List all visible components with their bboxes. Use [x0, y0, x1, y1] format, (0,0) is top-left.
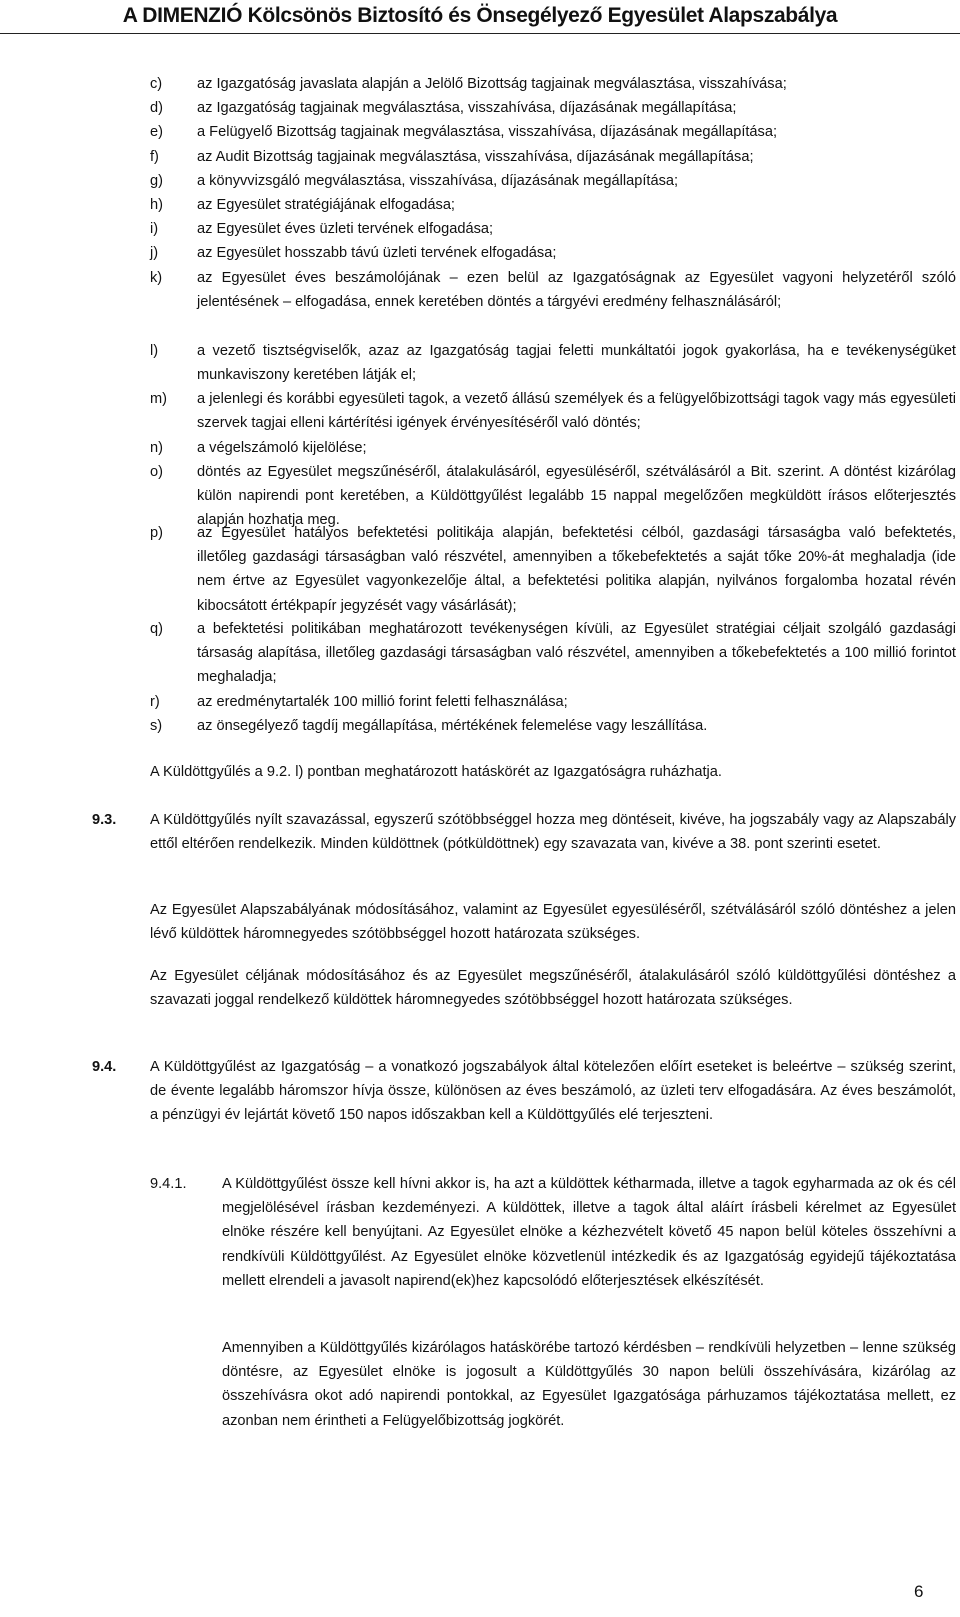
list-item: [150, 690, 956, 714]
list-item: [150, 120, 956, 144]
list-item: [150, 145, 956, 169]
list-item-text: a Felügyelő Bizottság tagjainak megválasztása, visszahívása, díjazásának megállapítása;: [197, 124, 778, 140]
list-item-label: s): [150, 718, 163, 734]
list-item-label: r): [150, 694, 160, 710]
list-item: [150, 266, 956, 314]
list-item-text: az Igazgatóság tagjainak megválasztása, visszahívása, díjazásának megállapítása;: [197, 100, 737, 116]
section-9-3-paragraph: Az Egyesület céljának módosításához és az Egyesület megszűnéséről, átalakulásáról szóló küldöttgyűlési döntéshez a szavazati joggal rendelkező küldöttek háromnegyedes szótöbbséggel hozott határozata szükséges.: [150, 968, 956, 1009]
list-item: [150, 339, 956, 387]
list-item-label: p): [150, 525, 163, 541]
list-item-text: az Egyesület éves beszámolójának – ezen belül az Igazgatóságnak az Egyesület vagyoni helyzetéről szóló jelentésének – elfogadása, ennek keretében döntés a tárgyévi eredmény felhasználásáról;: [197, 270, 956, 311]
delegation-paragraph: A Küldöttgyűlés a 9.2. l) pontban meghatározott hatáskörét az Igazgatóságra ruházhatja.: [150, 764, 722, 780]
page-header: [0, 0, 960, 34]
list-item: [150, 617, 956, 690]
list-item-text: döntés az Egyesület megszűnéséről, átalakulásáról, egyesüléséről, szétválásáról a Bit. szerint. A döntést kizárólag külön napirendi pont keretében, a Küldöttgyűlést legalább 15 nappal megelőzően megküldött írásos előterjesztés alapján hozhatja meg.: [197, 464, 956, 529]
list-item-label: f): [150, 149, 159, 165]
list-item-label: o): [150, 464, 163, 480]
list-item: [150, 521, 956, 618]
list-item-text: az eredménytartalék 100 millió forint feletti felhasználása;: [197, 694, 568, 710]
list-item-text: az Egyesület hatályos befektetési politikája alapján, befektetési célból, gazdasági társaságba való befektetés, illetőleg gazdasági társaságban való részvétel, amennyiben a tőkebefektetés a saját tőke 20%-át meghaladja (ide nem értve az Egyesület vagyonkezelője által, a befektetési politika alapján, nyilvános forgalomba hozatal révén kibocsátott értékpapír jegyzését vagy vásárlását);: [197, 525, 956, 614]
document-title: A DIMENZIÓ Kölcsönös Biztosító és Önsegélyező Egyesület Alapszabálya: [122, 4, 838, 27]
list-item-label: j): [150, 245, 159, 261]
list-item-text: a jelenlegi és korábbi egyesületi tagok, a vezető állású személyek és a felügyelőbizottsági tagok vagy más egyesületi szervek tagjai elleni kártérítési igények érvényesítéséről való döntés;: [197, 391, 956, 432]
list-item-label: i): [150, 221, 159, 237]
subsection-number-9-4-1: 9.4.1.: [150, 1176, 187, 1192]
list-item-label: d): [150, 100, 163, 116]
list-item: [150, 436, 956, 460]
list-item: [150, 96, 956, 120]
list-item-text: az önsegélyező tagdíj megállapítása, mértékének felemelése vagy leszállítása.: [197, 718, 708, 734]
list-item: [150, 72, 956, 96]
section-number-9-4: 9.4.: [92, 1059, 117, 1075]
list-item: [150, 217, 956, 241]
section-9-4-paragraph: A Küldöttgyűlést az Igazgatóság – a vonatkozó jogszabályok által kötelezően előírt eseteket is beleértve – szükség szerint, de évente legalább háromszor hívja össze, különösen az éves beszámoló, az üzleti terv elfogadására. Az éves beszámolót, a pénzügyi év lejártát követő 150 napos időszakban kell a Küldöttgyűlés elé terjeszteni.: [150, 1059, 956, 1124]
section-number-9-3: 9.3.: [92, 812, 117, 828]
list-item-label: k): [150, 270, 163, 286]
list-item-text: az Igazgatóság javaslata alapján a Jelölő Bizottság tagjainak megválasztása, visszahívása;: [197, 76, 787, 92]
list-item-label: g): [150, 173, 163, 189]
list-item-text: a végelszámoló kijelölése;: [197, 440, 367, 456]
page-number: 6: [914, 1582, 924, 1601]
list-item-label: q): [150, 621, 163, 637]
subsection-paragraph: A Küldöttgyűlést össze kell hívni akkor is, ha azt a küldöttek kétharmada, illetve a tagok egyharmada az ok és cél megjelölésével írásban kezdeményezi. A küldöttek, illetve a tagok által aláírt írásbeli kérelmet az Egyesület elnöke részére kell benyújtani. Az Egyesület elnöke a kézhezvételt követő 45 napon belül köteles összehívni a rendkívüli Küldöttgyűlést. Az Egyesület elnöke közvetlenül intézkedik és az Igazgatóság egyidejű tájékoztatása mellett elrendeli a javasolt napirend(ek)hez kapcsolódó előterjesztések elkészítését.: [222, 1176, 956, 1289]
list-item: [150, 241, 956, 265]
list-item: [150, 193, 956, 217]
list-item-label: m): [150, 391, 168, 407]
list-item: [150, 714, 956, 738]
list-item-label: l): [150, 343, 159, 359]
list-item-label: c): [150, 76, 163, 92]
list-item-text: a vezető tisztségviselők, azaz az Igazgatóság tagjai feletti munkáltatói jogok gyakorlása, ha e tevékenységüket munkaviszony keretében látják el;: [197, 343, 956, 384]
list-item-label: h): [150, 197, 163, 213]
list-item: [150, 387, 956, 435]
list-item-text: az Audit Bizottság tagjainak megválasztása, visszahívása, díjazásának megállapítása;: [197, 149, 754, 165]
list-item-text: az Egyesület stratégiájának elfogadása;: [197, 197, 455, 213]
list-item-label: n): [150, 440, 163, 456]
list-item-text: a befektetési politikában meghatározott tevékenységen kívüli, az Egyesület stratégiai céljait szolgáló gazdasági társaság alapítása, illetőleg gazdasági társaságban való részvétel, amennyiben a tőkebefektetés a 100 millió forintot meghaladja;: [197, 621, 956, 686]
subsection-paragraph: Amennyiben a Küldöttgyűlés kizárólagos hatáskörébe tartozó kérdésben – rendkívüli helyzetben – lenne szükség döntésre, az Egyesület elnöke is jogosult a Küldöttgyűlés 30 napon belüli összehívására, kizárólag az összehívásra okot adó napirendi pontokkal, az Egyesület Igazgatósága párhuzamos tájékoztatása mellett, ez azonban nem érintheti a Felügyelőbizottság jogkörét.: [222, 1340, 956, 1429]
section-9-3-paragraph: A Küldöttgyűlés nyílt szavazással, egyszerű szótöbbséggel hozza meg döntéseit, kivéve, ha jogszabály vagy az Alapszabály ettől eltérően rendelkezik. Minden küldöttnek (pótküldöttnek) egy szavazata van, kivéve a 38. pont szerinti esetet.: [150, 812, 956, 853]
list-item: [150, 169, 956, 193]
list-item-label: e): [150, 124, 163, 140]
header-divider: [0, 33, 960, 34]
list-item-text: az Egyesület éves üzleti tervének elfogadása;: [197, 221, 494, 237]
section-9-3-paragraph: Az Egyesület Alapszabályának módosításához, valamint az Egyesület egyesüléséről, szétválásáról szóló döntéshez a jelen lévő küldöttek háromnegyedes szótöbbséggel hozott határozata szükséges.: [150, 902, 956, 943]
list-item-text: a könyvvizsgáló megválasztása, visszahívása, díjazásának megállapítása;: [197, 173, 679, 189]
list-item-text: az Egyesület hosszabb távú üzleti tervének elfogadása;: [197, 245, 557, 261]
